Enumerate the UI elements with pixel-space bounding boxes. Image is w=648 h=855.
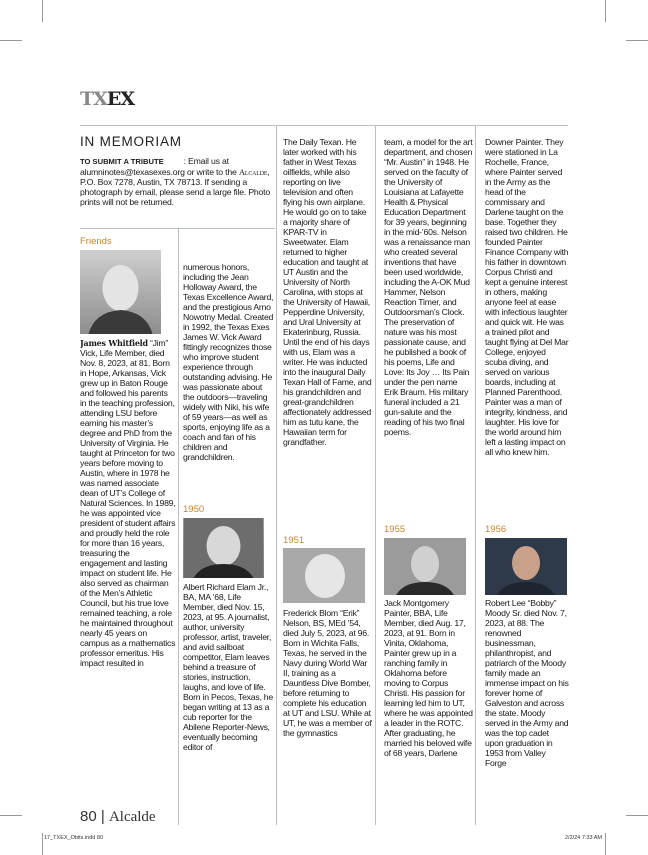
section-1951: 1951 [283,535,305,546]
obit-text: The Daily Texan. He later worked with his father in West Texas oilfields, while also reporting on live television and often flying his own airplane. He would go on to take a majority share of KPAR-TV in Sweetwater. Elam returned to higher education and taught at UT Austin and the University of North Carolina, with stops at the University of Hawaii, Pepperdine University, and Ural University at Ekaterinburg, Russia. Until the end of his days with us, Elam was a writer. He was inducted into the inaugural Daily Texan Hall of Fame, and his grandchildren and great-grandchildren affectionately addressed him as tutu kane, the Hawaiian term for grandfather. [283,137,372,447]
obit-moody [485,598,569,813]
section-1950: 1950 [183,504,205,515]
slug-date: 2/2/24 7:33 AM [565,835,602,841]
obit-text: died Nov. 7, 2023, at 88. The renowned businessman, philanthropist, and patriarch of the Moody family made an immense impact on his forever home of Galveston and across the state. Moody served in the Army and was the top cadet upon graduation in 1953 from Valley Forge [485,608,569,768]
txex-logo [80,88,134,110]
logo-part-1: TX [80,88,107,110]
obit-vick [80,338,176,813]
crop-mark [42,833,43,855]
folio-separator: | [100,808,105,825]
page-number: 80 [80,808,97,825]
obit-painter [384,598,473,813]
column-divider [276,125,277,825]
header-rule [80,125,568,126]
page-folio [80,808,156,826]
obit-elam-cont [283,137,373,532]
column-divider [375,125,376,825]
crop-mark [42,0,43,22]
crop-mark [0,40,22,41]
obit-text: , BBA, Life Member, died Aug. 17, 2023, at 91. Born in Vinita, Oklahoma, Painter grew up in a ranching family in Oklahoma before moving to Corpus Christi. His passion for learning led him to UT, where he was appointed a leader in the ROTC. After graduating, he married his beloved wife of 68 years, Darlene [384,608,473,758]
slug-file: 17_TXEX_Obits.indd 80 [44,835,104,841]
photo-nelson [283,548,365,603]
section-1955: 1955 [384,524,406,535]
tribute-instructions [80,156,280,207]
folio-magazine: Alcalde [108,809,156,825]
tribute-label: TO SUBMIT A TRIBUTE [80,157,164,166]
obit-name: Albert Richard Elam Jr. [183,582,267,592]
obit-name: Frederick Blom “Erik” Nelson [283,608,360,628]
obit-elam [183,582,274,813]
crop-mark [0,815,22,816]
obit-name: James Whitfield [80,338,148,348]
obit-name: Robert Lee “Bobby” Moody Sr. [485,598,557,618]
photo-painter [384,538,466,595]
obit-text: , BS, MEd ’54, died July 5, 2023, at 96. Born in Wichita Falls, Texas, he served in the Navy during World War II, training as a Dauntless Dive Bomber, before returning to complete his education at UT and LSU. While at UT, he was a member of the gymnastics [283,618,372,738]
crop-mark [626,40,648,41]
page-title: IN MEMORIAM [80,134,182,149]
crop-mark [605,833,606,855]
obit-text: “Jim” Vick, Life Member, died Nov. 8, 2023, at 81. Born in Hope, Arkansas, Vick grew up in Baton Rouge and followed his parents in the teaching profession, attending LSU before earning his master’s degree and PhD from the University of Virginia. He taught at Princeton for two years before moving to Austin, where in 1978 he was named associate dean of UT’s College of Natural Sciences. In 1989, he was appointed vice president of student affairs and proudly held the role for more than 16 years, treasuring the engagement and lasting impact on student life. He also served as chairman of the Men’s Athletic Council, but his true love remained teaching, a role he maintained throughout nearly 45 years on campus as a mathematics professor emeritus. His impact resulted in [80,338,176,668]
obit-vick-cont [183,262,274,497]
column-divider [178,228,179,825]
logo-part-2: EX [106,88,135,110]
obit-nelson-cont [384,137,473,522]
magazine-name: Alcalde [238,167,268,177]
obit-text: team, a model for the art department, and chosen “Mr. Austin” in 1948. He served on the faculty of the University of Louisiana at Lafayette Health & Physical Education Department for 39 years, beginning in the mid-’60s. Nelson was a renaissance man who created several inventions that have been used worldwide, including the A-OK Mud Hammer, Nelson Reaction Timer, and Outdoorsman’s Clock. The preservation of nature was his most passionate cause, and he published a book of his poems, Life and Love: Its Joy … Its Pain under the pen name Erik Braum. His military funeral included a 21 gun-salute and the reading of his two final poems. [384,137,473,437]
obit-text: numerous honors, including the Jean Holloway Award, the Texas Excellence Award, and the prestigious Arno Nowotny Medal. Created in 1992, the Texas Exes James W. Vick Award fittingly recognizes those who improve student experience through outstanding advising. He was passionate about the outdoors—traveling widely with Niki, his wife of 59 years—as well as sports, enjoying life as a coach and fan of his children and grandchildren. [183,262,274,462]
crop-mark [626,815,648,816]
section-friends: Friends [80,236,112,247]
photo-elam [183,518,264,578]
column-divider [475,125,476,825]
tribute-text: , P.O. Box 7278, Austin, TX 78713. If sending a photograph by email, please send a large file. Photo prints will not be returned. [80,167,271,207]
photo-moody [485,538,567,595]
obit-painter-cont [485,137,569,522]
section-1956: 1956 [485,524,507,535]
crop-mark [605,0,606,22]
photo-vick [80,250,161,334]
tribute-text: : Email us at alumninotes@texasexes.org or write to the [80,156,237,177]
obit-text: , BA, MA ’68, Life Member, died Nov. 15, 2023, at 95. A journalist, author, university professor, artist, traveler, and avid sailboat competitor, Elam leaves behind a treasure of stories, instruction, laughs, and love of life. Born in Pecos, Texas, he began writing at 13 as a cub reporter for the Abilene Reporter-News, eventually becoming editor of [183,582,273,752]
obit-text: Downer Painter. They were stationed in La Rochelle, France, where Painter served in the Army as the head of the commissary and Darlene taught on the base. Together they raised two children. He founded Painter Finance Company with his father in downtown Corpus Christi and kept a genuine interest in others, making anyone feel at ease with infectious laughter and quick wit. He was a trained pilot and taught flying at Del Mar College, enjoyed scuba diving, and served on various boards, including at Planned Parenthood. Painter was a man of integrity, kindness, and laughter. His love for the world around him left a lasting impact on all who knew him. [485,137,569,457]
obit-name: Jack Montgomery Painter [384,598,449,618]
obit-nelson [283,608,373,813]
